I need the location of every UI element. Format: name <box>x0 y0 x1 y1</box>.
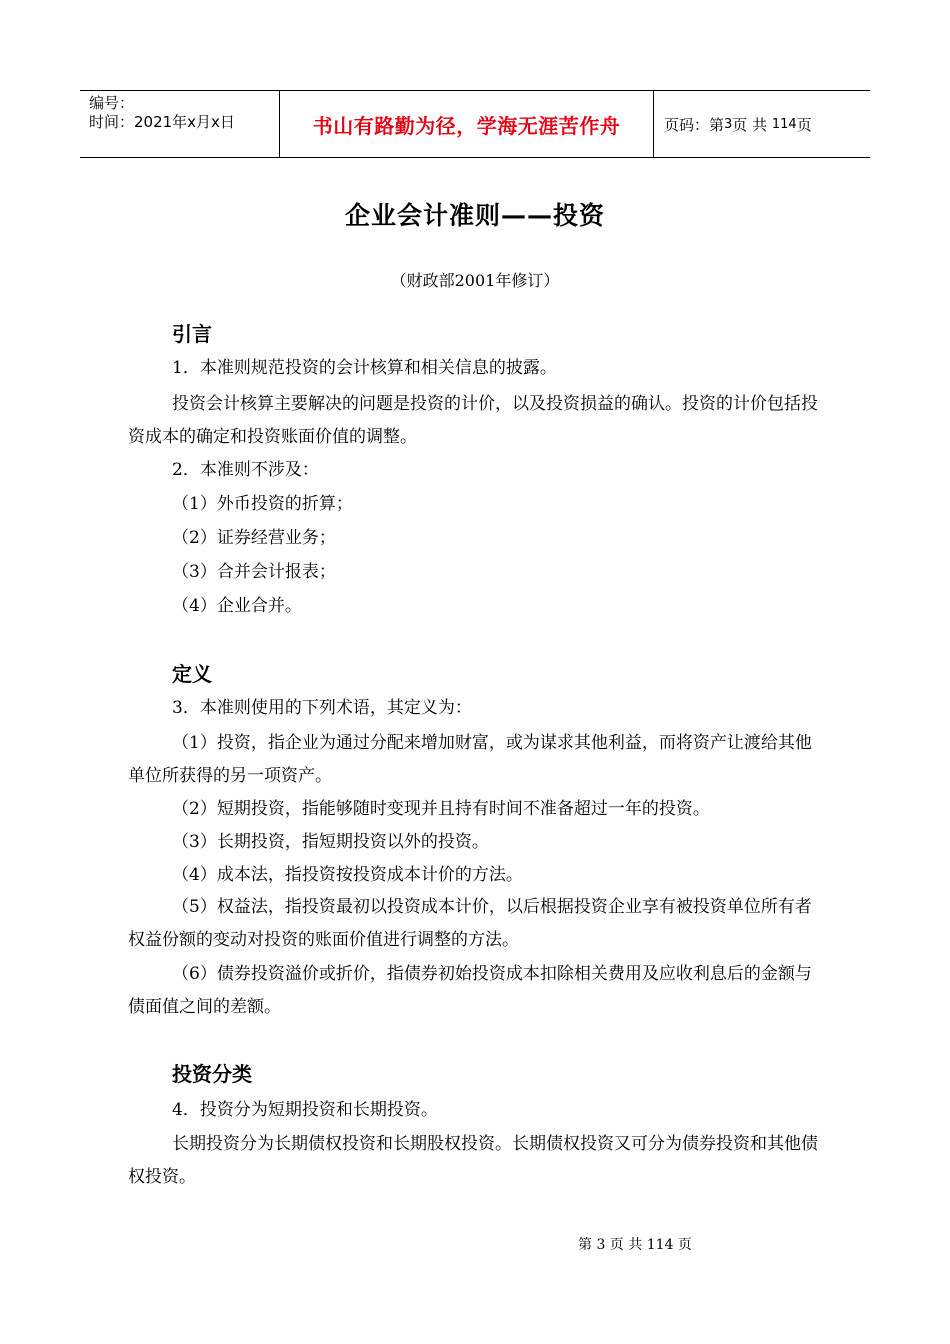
classification-paragraph-1: 4．投资分为短期投资和长期投资。 <box>172 1100 438 1120</box>
page-prefix: 页码：第 <box>664 115 725 134</box>
intro-list-item-3: （3）合并会计报表； <box>172 562 336 582</box>
document-time: 时间：2021年x月x日 <box>89 113 235 131</box>
definitions-item-4: （4）成本法，指投资按投资成本计价的方法。 <box>172 865 523 885</box>
page-total: 114 <box>771 116 797 132</box>
intro-paragraph-3: 2．本准则不涉及： <box>172 460 319 480</box>
classification-paragraph-2: 长期投资分为长期债权投资和长期股权投资。长期债权投资又可分为债券投资和其他债权投资。 <box>128 1134 818 1187</box>
definitions-item-3: （3）长期投资，指短期投资以外的投资。 <box>172 832 489 852</box>
page-footer: 第 3 页 共 114 页 <box>578 1237 692 1253</box>
page-header <box>80 90 870 158</box>
intro-list-item-1: （1）外币投资的折算； <box>172 494 353 514</box>
definitions-paragraph-1: 3．本准则使用的下列术语，其定义为： <box>172 698 472 718</box>
page-current: 3 <box>724 116 733 132</box>
intro-paragraph-1: 1．本准则规范投资的会计核算和相关信息的披露。 <box>172 358 557 378</box>
document-number-label: 编号： <box>89 94 135 112</box>
section-heading-intro: 引言 <box>172 322 212 346</box>
page-title: 企业会计准则——投资 <box>344 201 605 230</box>
definitions-item-2: （2）短期投资，指能够随时变现并且持有时间不准备超过一年的投资。 <box>172 799 710 819</box>
page-suffix: 页 <box>796 115 812 134</box>
page-subtitle: （财政部2001年修订） <box>390 271 560 290</box>
header-meta <box>80 91 280 157</box>
intro-list-item-4: （4）企业合并。 <box>172 596 302 616</box>
definitions-item-6: （6）债券投资溢价或折价，指债券初始投资成本扣除相关费用及应收利息后的金额与债面值之间的差额。 <box>128 964 812 1017</box>
section-heading-definitions: 定义 <box>172 662 212 686</box>
intro-paragraph-2: 投资会计核算主要解决的问题是投资的计价，以及投资损益的确认。投资的计价包括投资成本的确定和投资账面价值的调整。 <box>128 394 818 447</box>
definitions-item-5: （5）权益法，指投资最初以投资成本计价，以后根据投资企业享有被投资单位所有者权益份额的变动对投资的账面价值进行调整的方法。 <box>128 897 812 950</box>
header-page-info <box>654 91 870 157</box>
definitions-item-1: （1）投资，指企业为通过分配来增加财富，或为谋求其他利益，而将资产让渡给其他单位所获得的另一项资产。 <box>128 733 812 786</box>
section-heading-classification: 投资分类 <box>172 1062 252 1086</box>
header-motto: 书山有路勤为径，学海无涯苦作舟 <box>280 91 654 157</box>
intro-list-item-2: （2）证券经营业务； <box>172 528 336 548</box>
page-middle: 页 共 <box>732 115 768 134</box>
